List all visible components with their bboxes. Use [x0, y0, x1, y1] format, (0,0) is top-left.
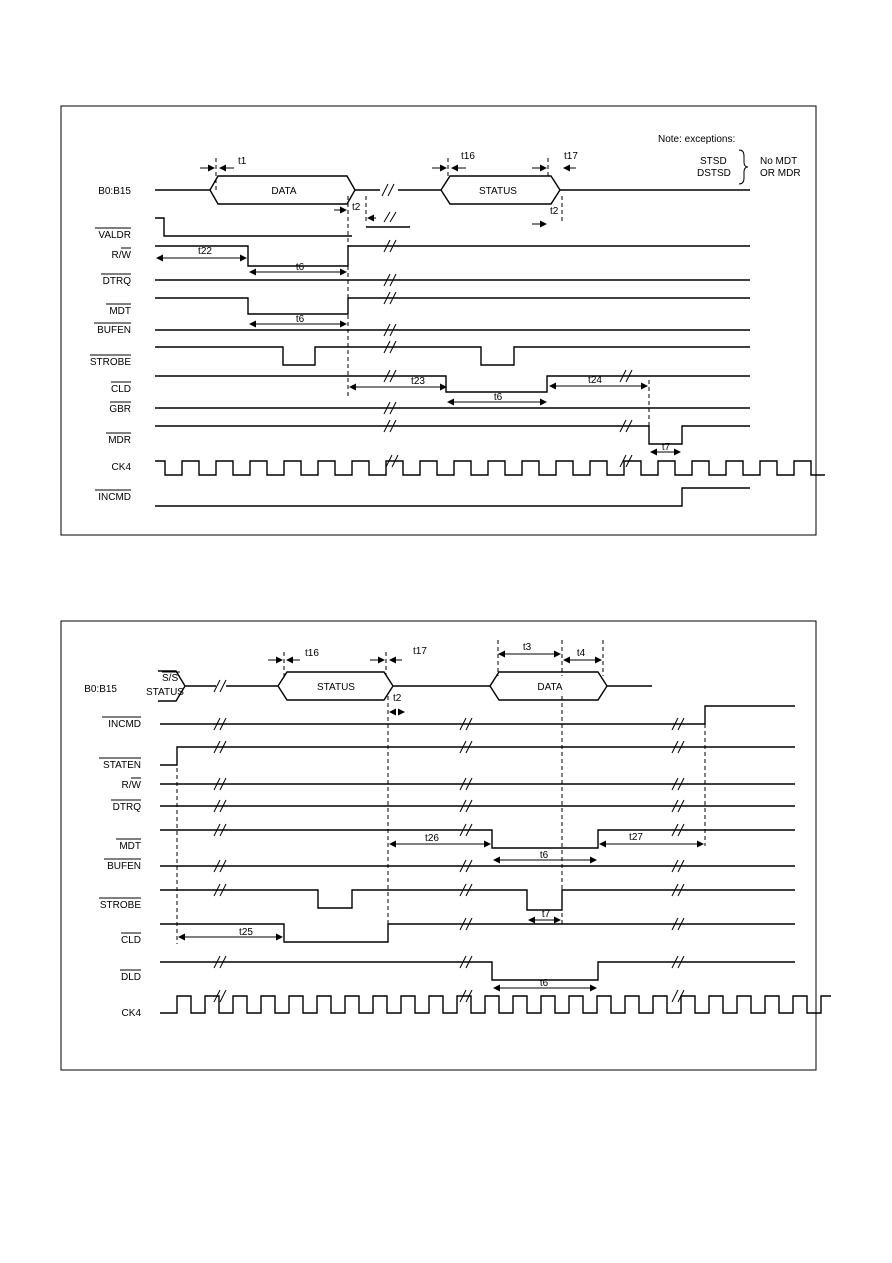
bus-b0b15 [155, 176, 750, 204]
t7-label-2: t7 [541, 909, 551, 920]
label2-rw: R/W [121, 780, 141, 791]
wave-strobe [155, 347, 750, 365]
t2-label-2: t2 [393, 693, 402, 704]
wave2-cld [160, 924, 795, 942]
label-mdt: MDT [109, 306, 131, 317]
label2-cld: CLD [120, 935, 141, 946]
wave2-strobe [160, 890, 795, 910]
t26-label: t26 [425, 833, 439, 844]
label-strobe: STROBE [89, 357, 131, 368]
label-bufen: BUFEN [97, 325, 131, 336]
t2b-label: t2 [550, 206, 559, 217]
wave2-mdt [160, 830, 795, 848]
bus-data-label: DATA [271, 186, 297, 197]
t24-label: t24 [588, 375, 602, 386]
label-dtrq: DTRQ [102, 276, 131, 287]
label-incmd: INCMD [98, 492, 131, 503]
t1-label: t1 [238, 156, 247, 167]
label2-bufen: BUFEN [107, 861, 141, 872]
label-ck4: CK4 [111, 462, 131, 473]
t22-label: t22 [198, 246, 212, 257]
t17-label: t17 [564, 151, 578, 162]
wave-ck4 [155, 461, 825, 475]
label-gbr: GBR [109, 404, 131, 415]
label-b0b15: B0:B15 [98, 186, 131, 197]
t25-label: t25 [239, 927, 253, 938]
wave-rw [155, 246, 750, 266]
t7-label: t7 [661, 442, 671, 453]
bus2-data-label: DATA [537, 682, 563, 693]
note-dstsd: DSTSD [697, 168, 731, 179]
t6-label-2b: t6 [539, 978, 549, 989]
label2-ss: S/S [162, 673, 179, 684]
note-no-mdt: No MDT [760, 156, 798, 167]
label2-incmd: INCMD [108, 719, 141, 730]
note-or-mdr: OR MDR [760, 168, 801, 179]
break-marks-2 [214, 680, 684, 1002]
wave2-staten [160, 747, 795, 765]
label2-ck4: CK4 [121, 1008, 141, 1019]
label-mdr: MDR [108, 435, 131, 446]
wave2-ck4 [160, 996, 831, 1013]
wave-cld [155, 376, 750, 392]
break-marks-1 [382, 184, 632, 467]
label-cld: CLD [110, 384, 131, 395]
wave-valdr [155, 218, 410, 236]
t16b-label: t16 [305, 648, 319, 659]
wave-incmd [155, 488, 750, 506]
timing-annotations-2 [179, 642, 703, 989]
diagram-2 [61, 621, 831, 1070]
wave2-dld [160, 962, 795, 980]
t4-label: t4 [576, 648, 586, 659]
label2-b0b15: B0:B15 [84, 684, 117, 695]
label2-mdt: MDT [119, 841, 141, 852]
wave2-incmd [160, 706, 795, 724]
t6a-label: t6 [295, 262, 305, 273]
note-title: Note: exceptions: [658, 134, 736, 145]
t17b-label: t17 [413, 646, 427, 657]
t6c-label: t6 [493, 392, 503, 403]
t6-label-2a: t6 [539, 850, 549, 861]
wave-mdt [155, 298, 750, 314]
bus2-status-label: STATUS [317, 682, 355, 693]
t16-label: t16 [461, 151, 475, 162]
bus-status-label: STATUS [479, 186, 517, 197]
bus2-b0b15 [158, 671, 652, 701]
note-stsd: STSD [700, 156, 727, 167]
label-valdr: VALDR [98, 230, 131, 241]
label2-dtrq: DTRQ [112, 802, 141, 813]
t27-label: t27 [629, 832, 643, 843]
label-rw: R/W [111, 250, 131, 261]
label2-strobe: STROBE [99, 900, 141, 911]
label2-dld: DLD [120, 972, 141, 983]
diagram-1 [61, 106, 825, 535]
label2-staten: STATEN [103, 760, 141, 771]
t23-label: t23 [411, 376, 425, 387]
note-brace [739, 150, 748, 184]
t6b-label: t6 [295, 314, 305, 325]
t3-label: t3 [522, 642, 532, 653]
wave-mdr [155, 426, 750, 444]
t2a-label: t2 [352, 202, 361, 213]
label2-ssstatus: STATUS [146, 687, 184, 698]
